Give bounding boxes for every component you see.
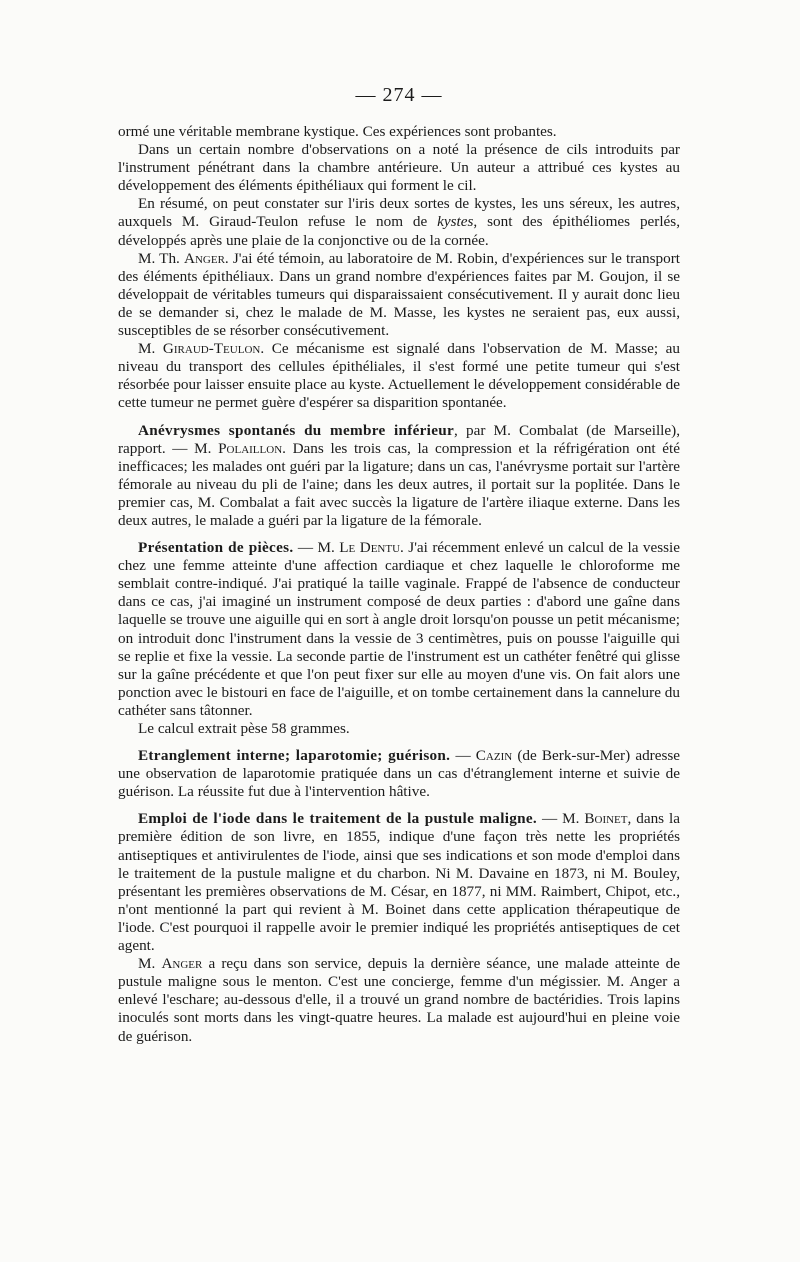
paragraph <box>118 720 680 738</box>
page-body <box>118 123 680 1046</box>
text-run: , sont des épithéliomes perlés, développés après une plaie de la conjonctive ou de la cornée. <box>118 213 681 249</box>
section-gap <box>118 530 680 539</box>
text-run: — M. <box>293 539 340 557</box>
section-title: Présentation de pièces. <box>138 539 294 557</box>
text-run: . J'ai été témoin, au laboratoire de M. Robin, d'expériences sur le transport des éléments épithéliaux. Dans un grand nombre d'expériences faites par M. Goujon, il se développait de véritables tumeurs qui disparaissaient consécutivement. Il y aurait donc lieu de se demander si, chez le malade de M. Masse, les kystes ne seraient pas, eux aussi, susceptibles de se résorber consécutivement. <box>118 249 680 340</box>
text-run: M. <box>138 340 163 358</box>
text-run: a reçu dans son service, depuis la dernière séance, une malade atteinte de pustule maligne sous le menton. C'est une concierge, femme d'un mégissier. M. Anger a enlevé l'eschare; au-dessous d'elle, il a trouvé un grand nombre de bactéridies. Trois lapins inoculés sont morts dans les vingt-quatre heures. La malade est aujourd'hui en pleine voie de guérison. <box>118 955 680 1045</box>
section-gap <box>118 413 680 422</box>
author-name: Giraud-Teulon <box>162 340 261 358</box>
text-run: M. Th. <box>138 249 184 267</box>
section-title: Etranglement interne; laparotomie; guérison. <box>138 747 451 765</box>
paragraph <box>118 422 680 531</box>
page-number: — 274 — <box>355 84 443 106</box>
author-name: Cazin <box>475 747 513 765</box>
paragraph <box>118 747 680 801</box>
author-name: Polaillon <box>218 439 283 457</box>
text-run: , par M. Combalat (de Marseille), rapport. — M. <box>118 421 680 457</box>
text-run: Dans un certain nombre d'observations on a noté la présence de cils introduits par l'instrument pénétrant dans la chambre antérieure. Un auteur a attribué ces kystes au développement des éléments épithéliaux qui forment le cil. <box>118 141 680 195</box>
text-run: Le calcul extrait pèse 58 grammes. <box>138 720 350 737</box>
paragraph <box>118 123 680 141</box>
section-gap <box>118 801 680 810</box>
author-name: Boinet <box>584 810 628 828</box>
text-run: — M. <box>537 810 585 828</box>
section-title: Anévrysmes spontanés du membre inférieur <box>138 421 455 439</box>
text-run: . Dans les trois cas, la compression et la réfrigération ont été inefficaces; les malades ont guéri par la ligature; dans un cas, l'anévrysme portait sur l'artère fémorale au niveau du pli de l'aine; dans les deux autres, il portait sur la poplitée. Dans le premier cas, M. Combalat a fait avec succès la ligature de l'artère iliaque externe. Dans les deux autres, le malade a guéri par la ligature de la fémorale. <box>118 439 680 529</box>
author-name: Anger <box>161 955 203 973</box>
author-name: Le Dentu <box>339 539 401 557</box>
paragraph <box>118 250 680 340</box>
emphasis: kystes <box>437 213 474 231</box>
text-run: — <box>450 747 476 765</box>
text-run: ormé une véritable membrane kystique. Ces expériences sont probantes. <box>118 123 557 140</box>
paragraph <box>118 195 680 249</box>
paragraph <box>118 340 680 412</box>
section-title: Emploi de l'iode dans le traitement de la pustule maligne. <box>138 810 538 828</box>
text-run: . Ce mécanisme est signalé dans l'observation de M. Masse; au niveau du transport des cellules épithéliales, il s'est formé une petite tumeur qui s'est résorbée pour laisser ensuite place au kyste. Actuellement le développement considérable de cette tumeur ne permet guère d'espérer sa disparition spontanée. <box>118 340 680 412</box>
text-run: M. <box>138 955 162 973</box>
paragraph <box>118 141 680 195</box>
text-run: . J'ai récemment enlevé un calcul de la vessie chez une femme atteinte d'une affection cardiaque et chez laquelle le chloroforme me semblait contre-indiqué. J'ai pratiqué la taille vaginale. Frappé de l'absence de conducteur dans ce cas, j'ai imaginé un instrument composé de deux parties : d'abord une gaîne dans laquelle se trouve une aiguille qui en sort à angle droit lorsqu'on pousse un petit mécanisme; on introduit donc l'instrument dans la vessie de 3 centimètres, puis on pousse l'aiguille qui se replie et fixe la vessie. La seconde partie de l'instrument est un cathéter fenêtré qui glisse sur la gaîne précédente et que l'on peut fixer sur elle au moyen d'une vis. On fait alors une ponction avec le bistouri en face de l'aiguille, et on tombe certainement dans la cannelure du cathéter sans tâtonner. <box>118 539 680 719</box>
section-gap <box>118 738 680 747</box>
paragraph <box>118 539 680 720</box>
text-run: En résumé, on peut constater sur l'iris deux sortes de kystes, les uns séreux, les autres, auxquels M. Giraud-Teulon refuse le nom de <box>118 195 680 231</box>
author-name: Anger <box>184 249 225 267</box>
text-run: , dans la première édition de son livre, en 1855, indique d'une façon très nette les propriétés antiseptiques et antivirulentes de l'iode, ainsi que ses indications et son mode d'emploi dans le traitement de la pustule maligne et du charbon. Ni M. Davaine en 1873, ni M. Bouley, présentant les premières observations de M. César, en 1877, ni MM. Raimbert, Chipot, etc., n'ont mentionné la part qui revient à M. Boinet dans cette application thérapeutique de l'iode. C'est pourquoi il rappelle avoir le premier indiqué les propriétés antiseptiques de cet agent. <box>118 810 680 955</box>
text-run: (de Berk-sur-Mer) adresse une observation de laparotomie pratiquée dans un cas d'étranglement interne et suivie de guérison. La réussite fut due à l'intervention hâtive. <box>118 747 681 801</box>
paragraph <box>118 810 680 955</box>
paragraph <box>118 955 680 1045</box>
